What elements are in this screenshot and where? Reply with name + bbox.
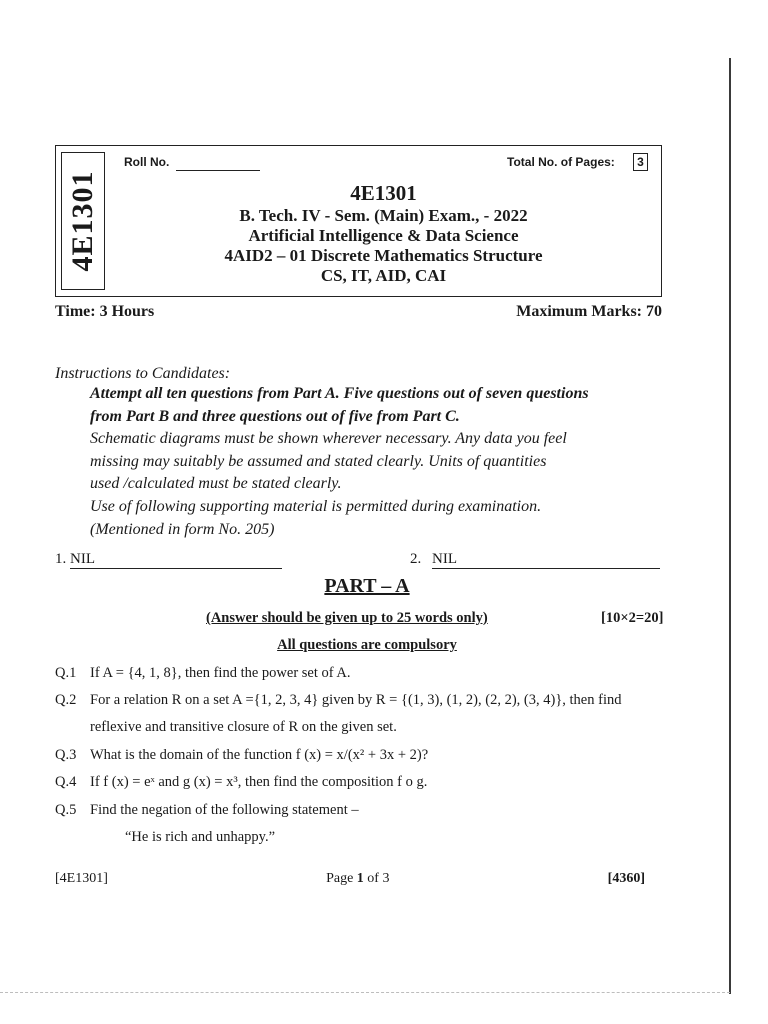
time-marks-row [55, 303, 662, 321]
part-a-note: (Answer should be given up to 25 words only) [206, 610, 488, 626]
material-2-value: NIL [432, 551, 660, 569]
question-quote: “He is rich and unhappy.” [125, 829, 276, 845]
question-number: Q.5 [55, 802, 77, 818]
page-bottom-edge [0, 992, 730, 993]
question-number: Q.1 [55, 665, 77, 681]
instruction-line: from Part B and three questions out of five from Part C. [90, 407, 460, 425]
footer-code: [4E1301] [55, 871, 108, 886]
total-pages-value: 3 [633, 153, 648, 171]
branch-title: Artificial Intelligence & Data Science [248, 226, 519, 245]
roll-no-label: Roll No. [124, 155, 170, 169]
material-1-num: 1. [55, 551, 67, 567]
instruction-line: Schematic diagrams must be shown wherever necessary. Any data you feel [90, 430, 567, 447]
footer-paper-id: [4360] [607, 871, 645, 886]
question-text: If f (x) = eˣ and g (x) = x³, then find the composition f o g. [90, 774, 428, 790]
instruction-line: Use of following supporting material is permitted during examination. [90, 498, 542, 515]
streams-title: CS, IT, AID, CAI [320, 266, 447, 285]
instruction-line: missing may suitably be assumed and stated clearly. Units of quantities [90, 452, 547, 470]
material-2-num: 2. [410, 551, 422, 567]
time-label: Time: 3 Hours [55, 303, 155, 320]
part-a-marks: [10×2=20] [601, 610, 664, 626]
roll-no-field[interactable] [176, 170, 260, 171]
page-footer [55, 871, 645, 887]
footer-page [326, 871, 389, 887]
question-number: Q.3 [55, 747, 77, 763]
page-right-edge [729, 58, 731, 994]
instructions-bold [90, 383, 658, 428]
footer-page-of: of [367, 871, 379, 886]
footer-page-prefix: Page [326, 871, 354, 886]
material-1-value: NIL [70, 551, 282, 569]
instruction-line: Attempt all ten questions from Part A. Five questions out of seven questions [90, 385, 589, 402]
question-text: What is the domain of the function f (x) = x/(x² + 3x + 2)? [90, 747, 429, 763]
question-text-continued: reflexive and transitive closure of R on the given set. [90, 719, 397, 735]
instruction-line: (Mentioned in form No. 205) [90, 520, 275, 538]
footer-page-total: 3 [382, 871, 390, 886]
question-number: Q.4 [55, 774, 77, 790]
instructions-para-2 [90, 428, 658, 496]
footer-page-current: 1 [356, 871, 364, 886]
exam-title: B. Tech. IV - Sem. (Main) Exam., - 2022 [239, 206, 528, 225]
total-pages-label: Total No. of Pages: [507, 155, 615, 169]
question-number: Q.2 [55, 692, 77, 708]
question-text: Find the negation of the following statement – [90, 802, 359, 818]
question-text: If A = {4, 1, 8}, then find the power set of A. [90, 665, 351, 681]
max-marks-label: Maximum Marks: 70 [516, 303, 662, 320]
question-text: For a relation R on a set A ={1, 2, 3, 4} given by R = {(1, 3), (1, 2), (2, 2), (3, 4)}, then find [90, 692, 622, 708]
instructions-para-3 [90, 496, 658, 541]
instructions-heading: Instructions to Candidates: [55, 365, 231, 382]
subject-title: 4AID2 – 01 Discrete Mathematics Structure [224, 246, 543, 265]
instruction-line: used /calculated must be stated clearly. [90, 475, 342, 492]
paper-code-title: 4E1301 [350, 181, 417, 205]
part-a-title: PART – A [324, 575, 410, 597]
part-a-compulsory: All questions are compulsory [277, 637, 457, 653]
side-paper-code: 4E1301 [66, 170, 99, 272]
